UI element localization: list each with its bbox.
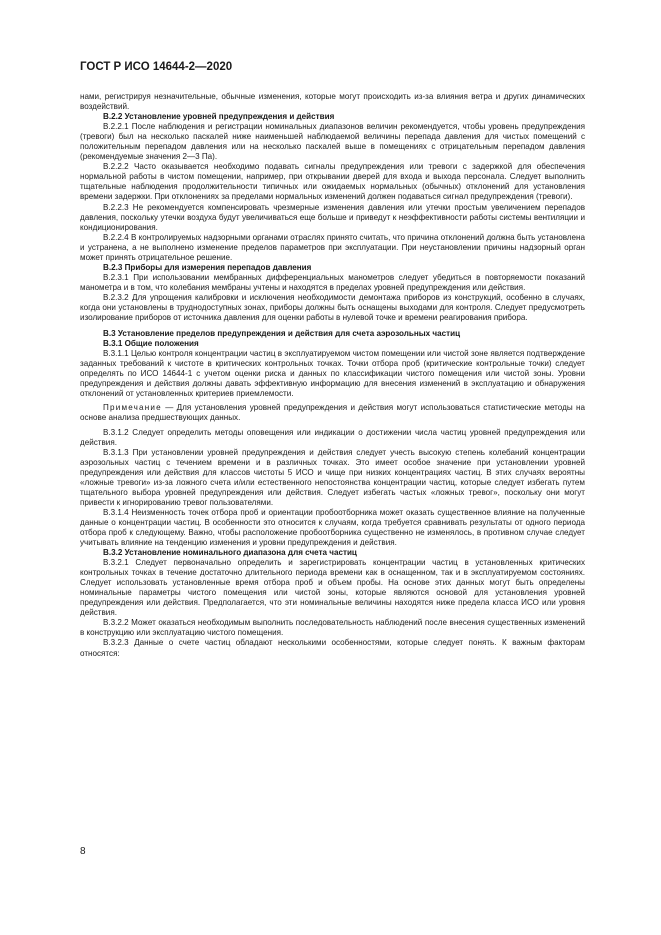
- paragraph-b312: В.3.1.2 Следует определить методы оповещения или индикации о достижении числа частиц уровней предупреждения или действия.: [80, 427, 585, 447]
- heading-b31: В.3.1 Общие положения: [103, 339, 199, 349]
- document-body: [80, 92, 585, 659]
- paragraph-b322: В.3.2.2 Может оказаться необходимым выполнить последовательность наблюдений после внесения существенных изменений в конструкцию или эксплуатацию чистого помещения.: [80, 618, 585, 638]
- paragraph-b321: В.3.2.1 Следует первоначально определить и зарегистрировать концентрации частиц в установленных критических контрольных точках в течение достаточно длительного периода времени как в оснащенном, так и в эксплуатируемом состояниях. Следует использовать установленные время отбора проб и объем пробы. На основе этих данных могут быть определены номинальные параметры чистого помещения или чистой зоны, которые являются основой для установления уровней предупреждения или действия. Предполагается, что эти номинальные величины находятся ниже предела класса ИСО или уровня действия.: [80, 558, 585, 618]
- heading-b3: В.3 Установление пределов предупреждения и действия для счета аэрозольных частиц: [103, 329, 461, 339]
- paragraph-b232: В.2.3.2 Для упрощения калибровки и исключения необходимости демонтажа приборов из конструкций, особенно в случаях, когда они установлены в труднодоступных зонах, приборы должны быть оснащены выходами для контроля. Следует предусмотреть изолирование приборов от источника давления для оценки работы в нулевой точке и времени реагирования прибора.: [80, 292, 585, 323]
- heading-b23: В.2.3 Приборы для измерения перепадов давления: [103, 262, 312, 272]
- paragraph-b323: В.3.2.3 Данные о счете частиц обладают несколькими особенностями, которые следует понять. К важным факторам относятся:: [80, 638, 585, 658]
- paragraph-b311: В.3.1.1 Целью контроля концентрации частиц в эксплуатируемом чистом помещении или чистой зоне является подтверждение заданных требований к чистоте в критических контрольных точках. Точки отбора проб (критические контрольные точки) следует определять по ИСО 14644-1 с учетом оценки риска и данных по классификации чистого помещения или чистой зоны. Уровни предупреждения и действия должны давать эффективную информацию для внесения изменений в эксплуатацию и обнаружения отклонений от установленных критериев приемлемости.: [80, 349, 585, 399]
- paragraph-b224: В.2.2.4 В контролируемых надзорными органами отраслях принято считать, что причина отклонений должна быть установлена и устранена, а не выполнено изменение пределов параметров при эксплуатации. При неустановлении причины надзорный орган может принять отрицательное решение.: [80, 232, 585, 262]
- paragraph-b231: В.2.3.1 При использовании мембранных дифференциальных манометров следует убедиться в повторяемости показаний манометра и в том, что колебания мембраны учтены и находятся в пределах уровней предупреждения или действия.: [80, 272, 585, 292]
- document-header: ГОСТ Р ИСО 14644-2—2020: [80, 61, 233, 73]
- heading-b22: В.2.2 Установление уровней предупреждения и действия: [103, 112, 335, 122]
- page-number: 8: [80, 846, 86, 857]
- note: [80, 403, 585, 423]
- paragraph-b223: В.2.2.3 Не рекомендуется компенсировать чрезмерные изменения давления или утечки простым увеличением перепадов давления, поскольку утечки воздуха будут увеличиваться еще больше и приведут к неэффективности работы системы вентиляции и кондиционирования.: [80, 202, 585, 232]
- note-label: Примечание: [103, 403, 162, 413]
- note-text: — Для установления уровней предупреждения и действия могут использоваться статистические методы на основе анализа предшествующих данных.: [80, 403, 585, 423]
- paragraph-b221: В.2.2.1 После наблюдения и регистрации номинальных диапазонов величин рекомендуется, чтобы уровень предупреждения (тревоги) был на несколько паскалей ниже наименьшей наблюдаемой величины перепада давления для чистых помещений с положительным перепадом давления или на несколько паскалей выше в помещениях с отрицательным перепадом давления (рекомендуемые значения 2—3 Па).: [80, 122, 585, 162]
- paragraph-b314: В.3.1.4 Неизменность точек отбора проб и ориентации пробоотборника может оказать существенное влияние на полученные данные о концентрации частиц. В особенности это относится к случаям, когда требуется сравнивать результаты от одного периода отбора проб к следующему. Важно, чтобы расположение пробоотборника существенно не изменялось, в противном случае следует учитывать влияние на тенденцию изменения и уровни предупреждения и действия.: [80, 507, 585, 548]
- paragraph-b222: В.2.2.2 Часто оказывается необходимо подавать сигналы предупреждения или тревоги с задержкой для обеспечения нормальной работы в чистом помещении, например, при открывании дверей для входа и выхода персонала. Следует выполнить тщательные наблюдения продолжительности типичных или ожидаемых нормальных (обычных) отклонений для установления времени задержки. При отклонениях за пределами нормальных изменений должен подаваться сигнал предупреждения (тревоги).: [80, 162, 585, 202]
- paragraph-b313: В.3.1.3 При установлении уровней предупреждения и действия следует учесть высокую степень колебаний концентрации аэрозольных частиц с течением времени и в различных точках. Это имеет особое значение при установлении уровней предупреждения или действия для классов чистоты 5 ИСО и чище при низких концентрациях частиц. В этих случаях вероятны «ложные тревоги» из-за ложного счета и/или естественного непостоянства концентрации частиц, которые следует избегать путем тщательного выбора уровней предупреждения или действия. Следует избегать частых «ложных тревог», поскольку они могут привести к игнорированию тревог пользователями.: [80, 447, 585, 507]
- heading-b32: В.3.2 Установление номинального диапазона для счета частиц: [103, 548, 357, 558]
- paragraph-continued: нами, регистрируя незначительные, обычные изменения, которые могут происходить из-за влияния ветра и других динамических воздействий.: [80, 92, 585, 112]
